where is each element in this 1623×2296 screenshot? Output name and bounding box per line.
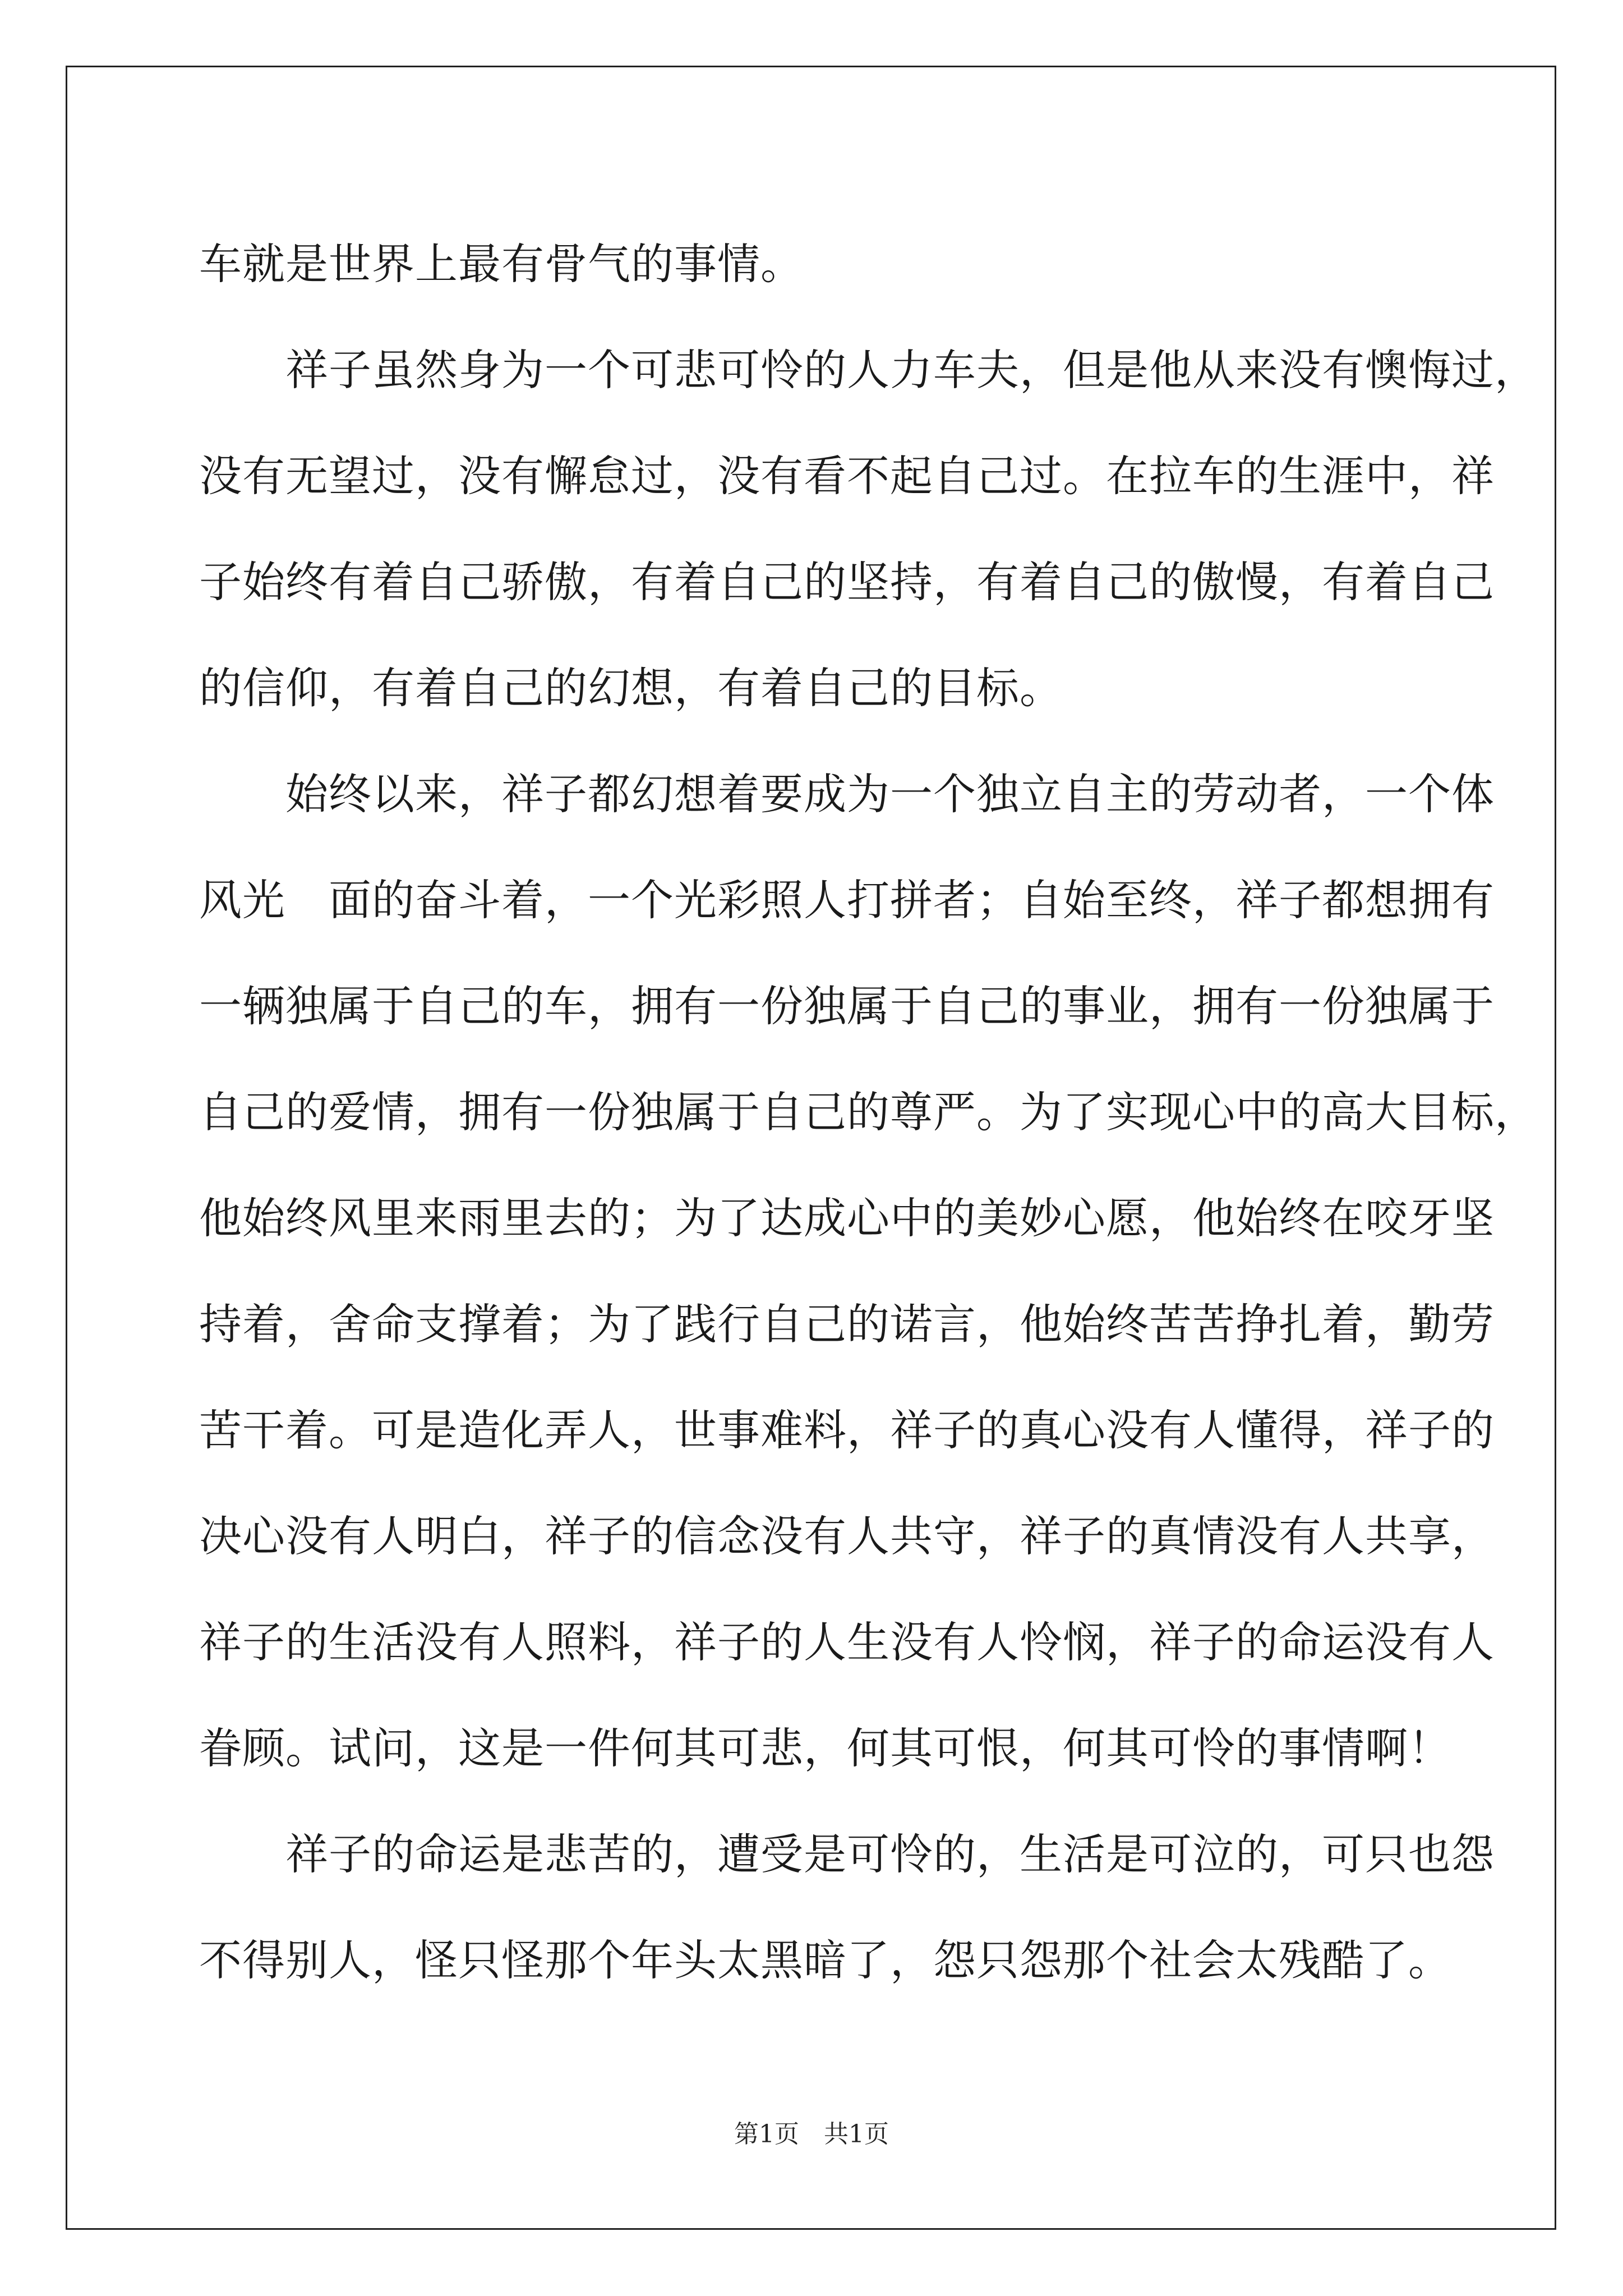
text-line: 眷顾。试问，这是一件何其可悲，何其可恨，何其可怜的事情啊！ bbox=[199, 1723, 1451, 1773]
text-line: 一辆独属于自己的车，拥有一份独属于自己的事业，拥有一份独属于 bbox=[199, 981, 1495, 1031]
text-line: 自己的爱情，拥有一份独属于自己的尊严。为了实现心中的高大目标， bbox=[199, 1087, 1538, 1137]
text-line: 的信仰，有着自己的幻想，有着自己的目标。 bbox=[199, 663, 1063, 713]
text-line: 决心没有人明白，祥子的信念没有人共守，祥子的真情没有人共享， bbox=[199, 1511, 1495, 1561]
text-line: 祥子的命运是悲苦的，遭受是可怜的，生活是可泣的，可只也怨 bbox=[199, 1829, 1495, 1879]
text-line: 祥子虽然身为一个可悲可怜的人力车夫，但是他从来没有懊悔过， bbox=[199, 345, 1538, 395]
text-line: 苦干着。可是造化弄人，世事难料，祥子的真心没有人懂得，祥子的 bbox=[199, 1405, 1495, 1455]
text-line: 不得别人，怪只怪那个年头太黑暗了，怨只怨那个社会太残酷了。 bbox=[199, 1935, 1451, 1985]
text-line: 车就是世界上最有骨气的事情。 bbox=[199, 239, 804, 289]
text-line: 祥子的生活没有人照料，祥子的人生没有人怜悯，祥子的命运没有人 bbox=[199, 1617, 1495, 1667]
page-footer: 第1页 共1页 bbox=[734, 2120, 889, 2148]
text-line: 子始终有着自己骄傲，有着自己的坚持，有着自己的傲慢，有着自己 bbox=[199, 557, 1495, 607]
text-line: 风光 面的奋斗着，一个光彩照人打拼者；自始至终，祥子都想拥有 bbox=[199, 875, 1495, 925]
text-line: 持着，舍命支撑着；为了践行自己的诺言，他始终苦苦挣扎着，勤劳 bbox=[199, 1299, 1495, 1349]
text-line: 没有无望过，没有懈怠过，没有看不起自己过。在拉车的生涯中，祥 bbox=[199, 451, 1495, 501]
text-line: 他始终风里来雨里去的；为了达成心中的美妙心愿，他始终在咬牙坚 bbox=[199, 1193, 1495, 1243]
text-line: 始终以来，祥子都幻想着要成为一个独立自主的劳动者，一个体 bbox=[199, 769, 1495, 819]
body-text bbox=[199, 211, 1538, 2013]
